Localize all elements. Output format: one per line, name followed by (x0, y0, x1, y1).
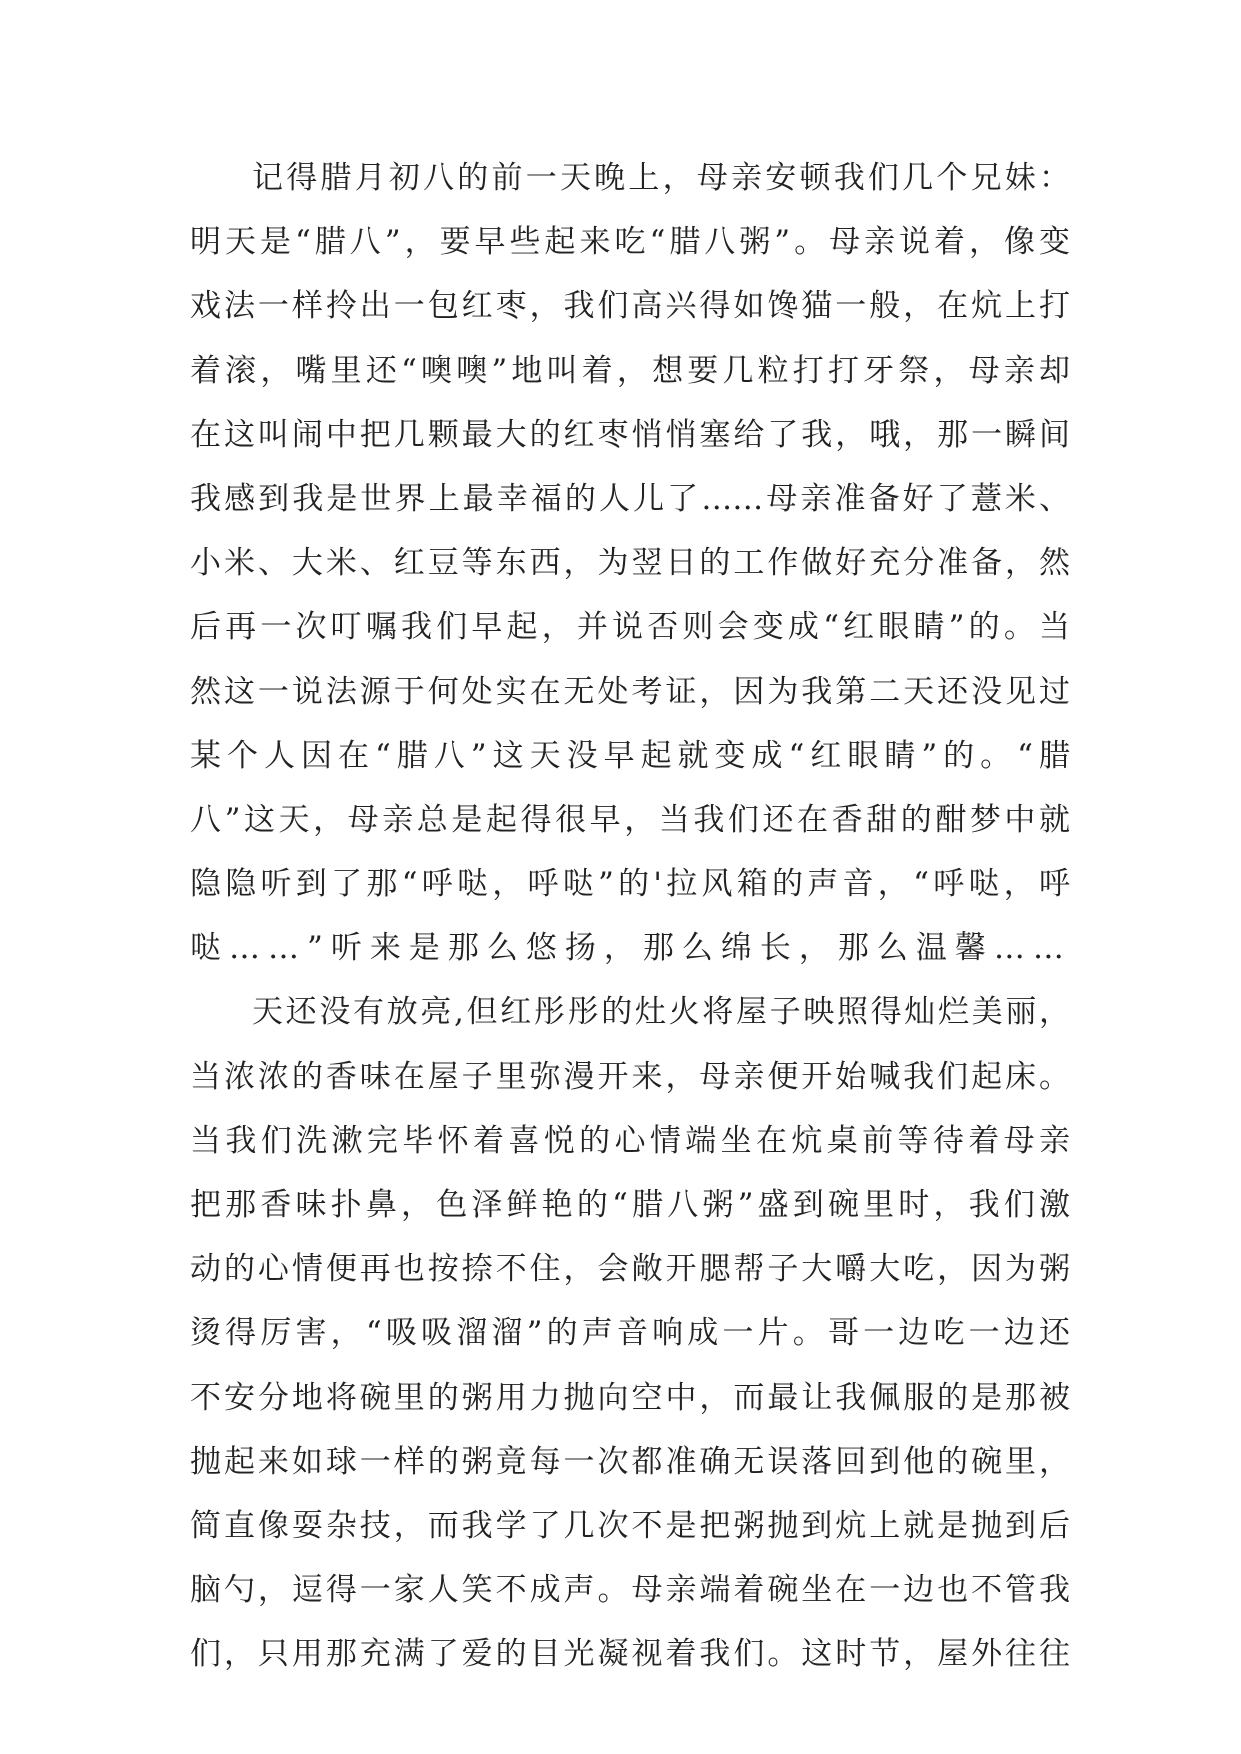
text-line: 烫得厉害，“吸吸溜溜”的声音响成一片。哥一边吃一边还 (190, 1315, 1070, 1352)
text-line: 简直像耍杂技，而我学了几次不是把粥抛到炕上就是抛到后 (190, 1507, 1070, 1544)
text-line: 明天是“腊八”，要早些起来吃“腊八粥”。母亲说着，像变 (190, 224, 1070, 261)
text-line: 然这一说法源于何处实在无处考证，因为我第二天还没见过 (190, 673, 1070, 710)
text-line: 隐隐听到了那“呼哒，呼哒”的'拉风箱的声音，“呼哒，呼 (190, 866, 1070, 903)
text-line: 八”这天，母亲总是起得很早，当我们还在香甜的酣梦中就 (190, 801, 1070, 838)
paragraph-1 (190, 146, 1070, 980)
text-line: 哒……”听来是那么悠扬，那么绵长，那么温馨…… (190, 930, 1072, 967)
text-line: 在这叫闹中把几颗最大的红枣悄悄塞给了我，哦，那一瞬间 (190, 416, 1070, 453)
text-line: 把那香味扑鼻，色泽鲜艳的“腊八粥”盛到碗里时，我们激 (190, 1187, 1070, 1223)
text-line: 后再一次叮嘱我们早起，并说否则会变成“红眼睛”的。当 (190, 609, 1070, 646)
document-page (190, 146, 1070, 1687)
text-line: 天还没有放亮,但红彤彤的灶火将屋子映照得灿烂美丽， (252, 994, 1070, 1031)
text-line: 着滚，嘴里还“噢噢”地叫着，想要几粒打打牙祭，母亲却 (190, 352, 1070, 389)
text-line: 我感到我是世界上最幸福的人儿了……母亲准备好了薏米、 (190, 480, 1070, 517)
text-line: 脑勺，逗得一家人笑不成声。母亲端着碗坐在一边也不管我 (190, 1572, 1070, 1609)
text-line: 小米、大米、红豆等东西，为翌日的工作做好充分准备，然 (190, 545, 1070, 582)
text-line: 抛起来如球一样的粥竟每一次都准确无误落回到他的碗里， (190, 1443, 1070, 1480)
text-line: 们，只用那充满了爱的目光凝视着我们。这时节，屋外往往 (190, 1636, 1070, 1673)
text-line: 戏法一样拎出一包红枣，我们高兴得如馋猫一般，在炕上打 (190, 288, 1070, 325)
text-line: 记得腊月初八的前一天晚上，母亲安顿我们几个兄妹： (252, 160, 1070, 196)
text-line: 不安分地将碗里的粥用力抛向空中，而最让我佩服的是那被 (190, 1379, 1070, 1416)
paragraph-2 (190, 980, 1070, 1686)
text-line: 某个人因在“腊八”这天没早起就变成“红眼睛”的。“腊 (190, 737, 1070, 774)
text-line: 动的心情便再也按捺不住，会敞开腮帮子大嚼大吃，因为粥 (190, 1251, 1070, 1288)
text-line: 当我们洗漱完毕怀着喜悦的心情端坐在炕桌前等待着母亲 (190, 1122, 1070, 1159)
text-line: 当浓浓的香味在屋子里弥漫开来，母亲便开始喊我们起床。 (190, 1058, 1070, 1095)
